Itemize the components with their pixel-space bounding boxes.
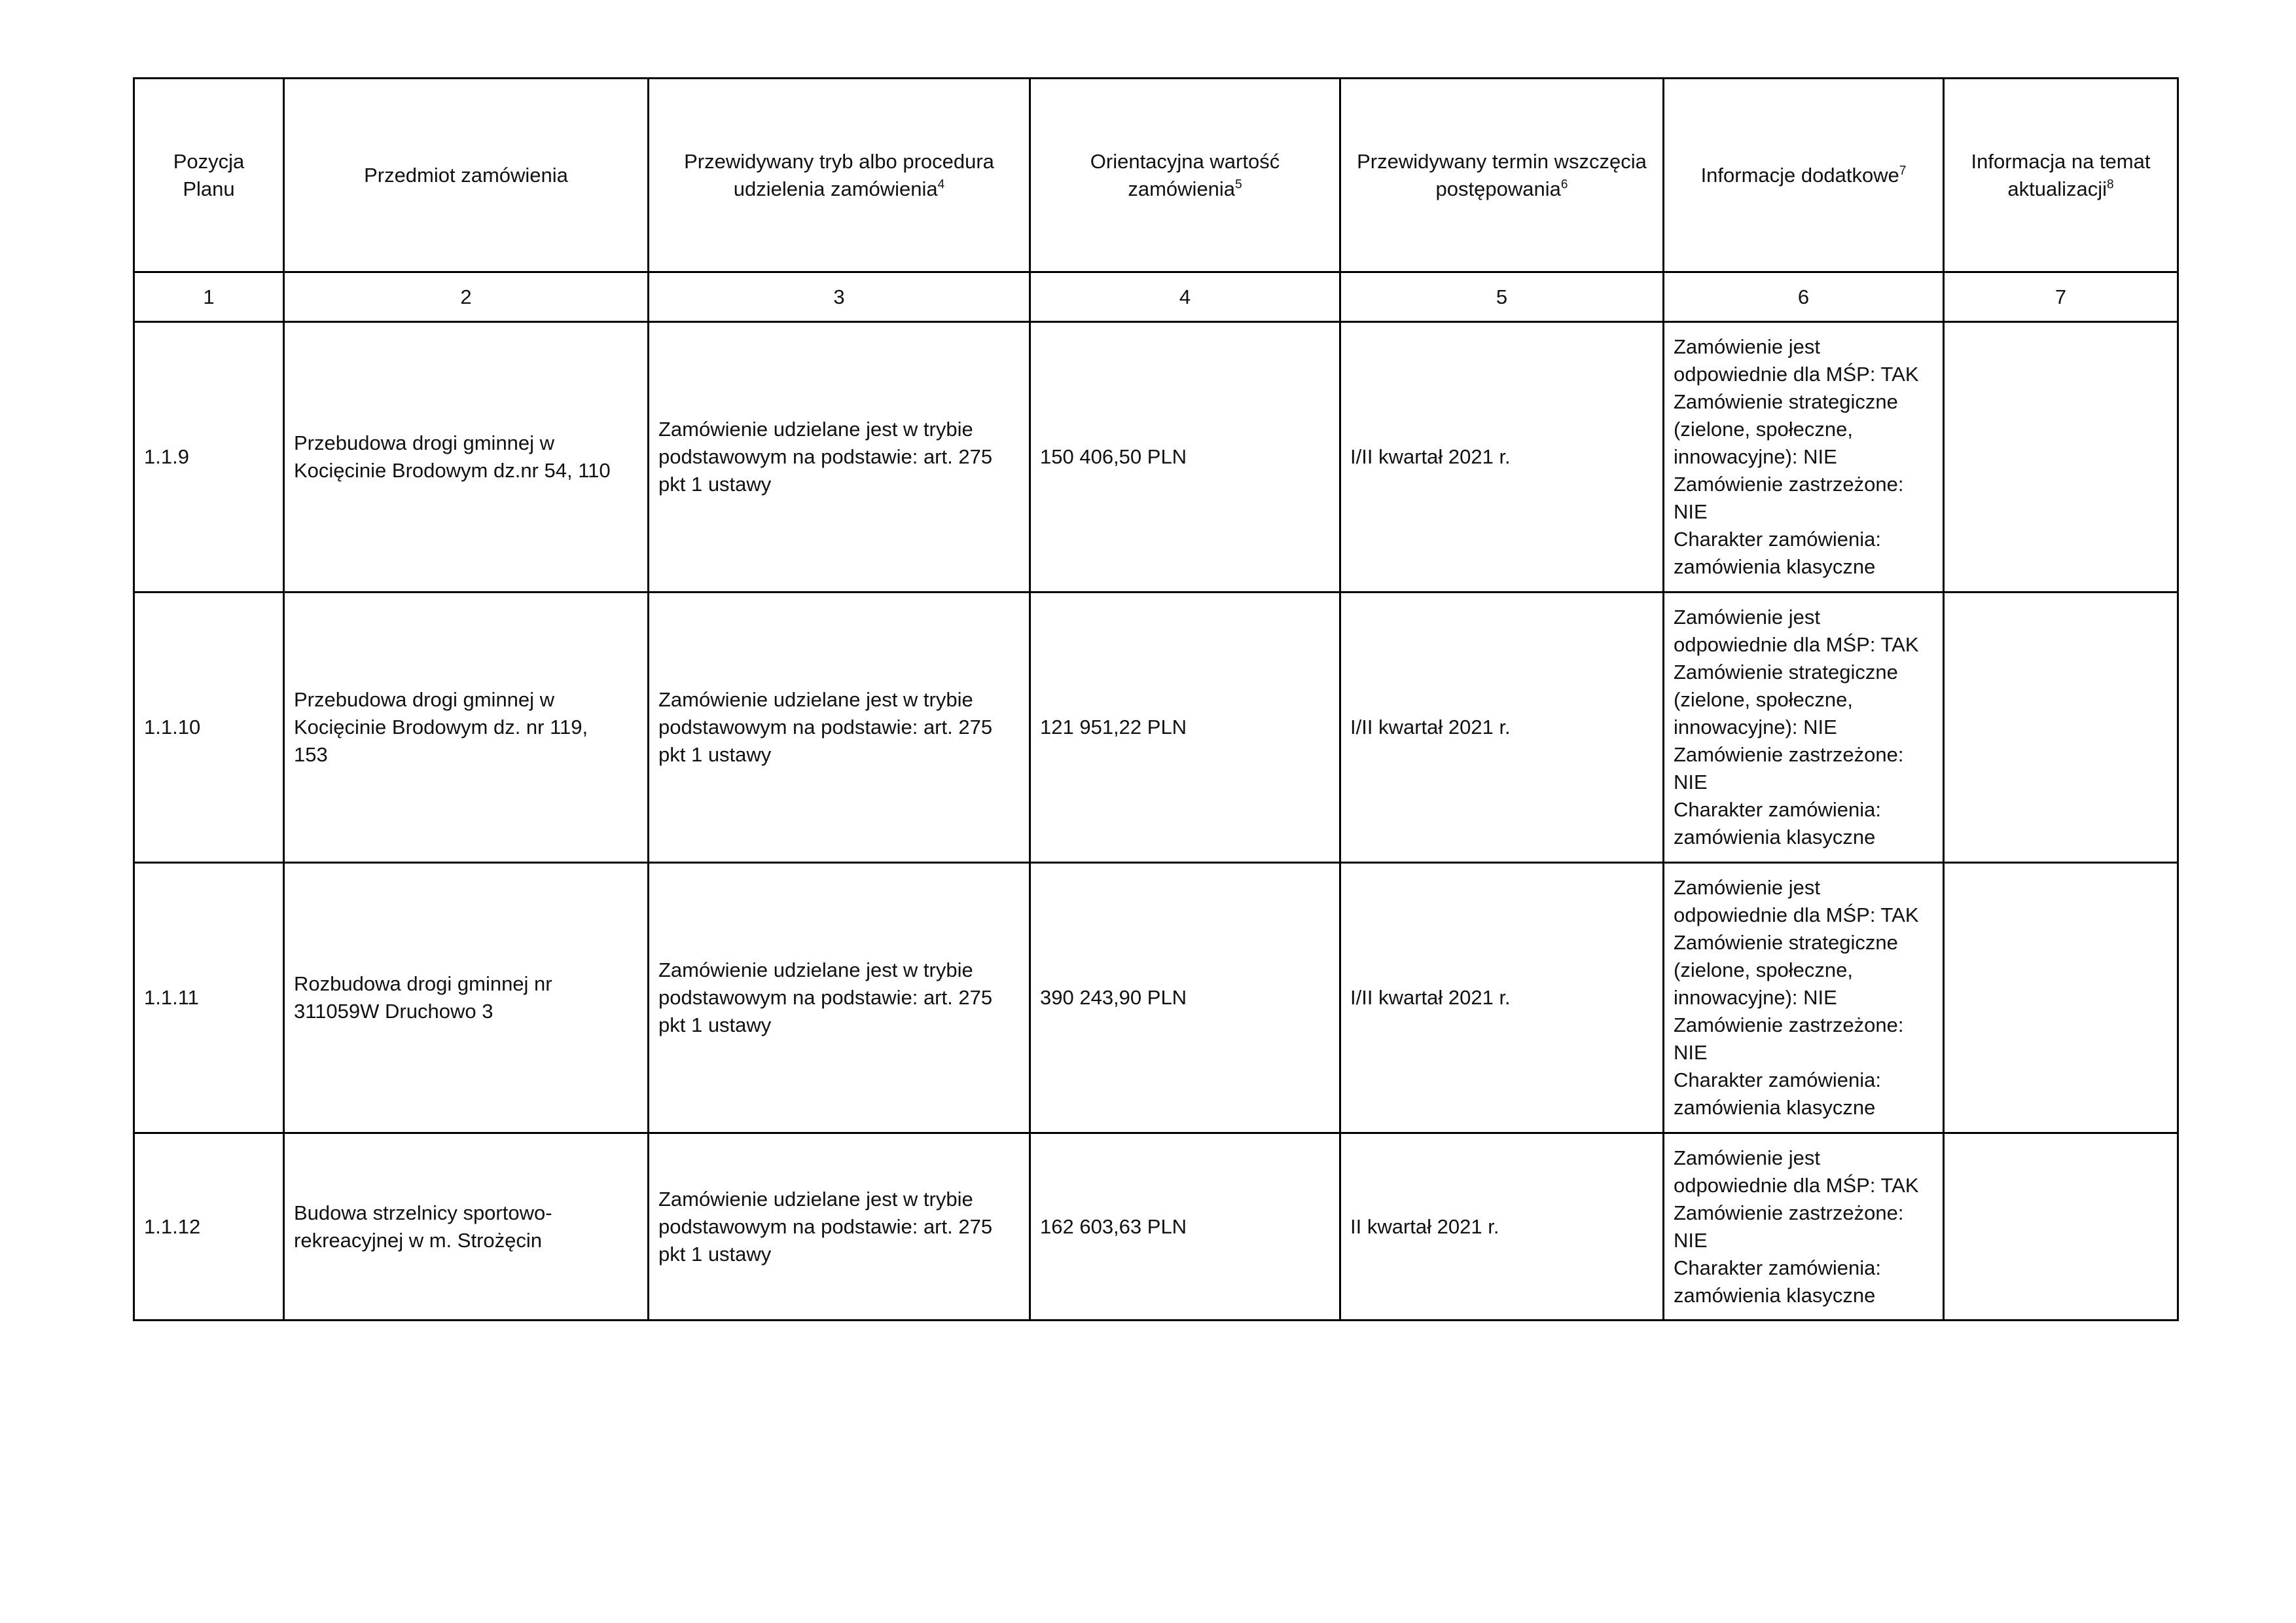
footnote-marker: 7 bbox=[1899, 164, 1907, 178]
header-procedure: Przewidywany tryb albo procedura udzielenia zamówienia$^4$ bbox=[649, 79, 1030, 272]
term-cell: I/II kwartał 2021 r. bbox=[1340, 593, 1664, 863]
update-info-cell bbox=[1944, 593, 2178, 863]
column-number: 5 bbox=[1340, 272, 1664, 322]
procedure-cell: Zamówienie udzielane jest w trybie podstawowym na podstawie: art. 275 pkt 1 ustawy bbox=[649, 863, 1030, 1133]
header-update-info: Informacja na temat aktualizacji$^8$ bbox=[1944, 79, 2178, 272]
column-number: 3 bbox=[649, 272, 1030, 322]
position-cell: 1.1.12 bbox=[134, 1133, 284, 1321]
column-number: 1 bbox=[134, 272, 284, 322]
procedure-cell: Zamówienie udzielane jest w trybie podstawowym na podstawie: art. 275 pkt 1 ustawy bbox=[649, 322, 1030, 593]
subject-cell: Przebudowa drogi gminnej w Kocięcinie Brodowym dz. nr 119, 153 bbox=[284, 593, 649, 863]
column-number-row bbox=[134, 272, 2178, 322]
additional-info-cell: Zamówienie jest odpowiednie dla MŚP: TAK Zamówienie strategiczne (zielone, społeczne, innowacyjne): NIE Zamówienie zastrzeżone: NIE Charakter zamówienia: zamówienia klasyczne bbox=[1664, 863, 1944, 1133]
footnote-marker: 8 bbox=[2107, 177, 2114, 192]
procurement-plan-table bbox=[133, 77, 2179, 1321]
value-cell: 121 951,22 PLN bbox=[1030, 593, 1340, 863]
position-cell: 1.1.11 bbox=[134, 863, 284, 1133]
additional-info-cell: Zamówienie jest odpowiednie dla MŚP: TAK Zamówienie strategiczne (zielone, społeczne, innowacyjne): NIE Zamówienie zastrzeżone: NIE Charakter zamówienia: zamówienia klasyczne bbox=[1664, 322, 1944, 593]
additional-info-cell: Zamówienie jest odpowiednie dla MŚP: TAK Zamówienie strategiczne (zielone, społeczne, innowacyjne): NIE Zamówienie zastrzeżone: NIE Charakter zamówienia: zamówienia klasyczne bbox=[1664, 593, 1944, 863]
header-additional-info: Informacje dodatkowe$^7$ bbox=[1664, 79, 1944, 272]
term-cell: I/II kwartał 2021 r. bbox=[1340, 322, 1664, 593]
table-row bbox=[134, 322, 2178, 593]
table-row bbox=[134, 1133, 2178, 1321]
column-number: 7 bbox=[1944, 272, 2178, 322]
value-cell: 390 243,90 PLN bbox=[1030, 863, 1340, 1133]
column-number: 2 bbox=[284, 272, 649, 322]
table-row bbox=[134, 863, 2178, 1133]
value-cell: 162 603,63 PLN bbox=[1030, 1133, 1340, 1321]
update-info-cell bbox=[1944, 322, 2178, 593]
term-cell: I/II kwartał 2021 r. bbox=[1340, 863, 1664, 1133]
update-info-cell bbox=[1944, 1133, 2178, 1321]
subject-cell: Rozbudowa drogi gminnej nr 311059W Druchowo 3 bbox=[284, 863, 649, 1133]
position-cell: 1.1.10 bbox=[134, 593, 284, 863]
subject-cell: Przebudowa drogi gminnej w Kocięcinie Brodowym dz.nr 54, 110 bbox=[284, 322, 649, 593]
term-cell: II kwartał 2021 r. bbox=[1340, 1133, 1664, 1321]
column-number: 4 bbox=[1030, 272, 1340, 322]
procedure-cell: Zamówienie udzielane jest w trybie podstawowym na podstawie: art. 275 pkt 1 ustawy bbox=[649, 593, 1030, 863]
table-row bbox=[134, 593, 2178, 863]
header-term: Przewidywany termin wszczęcia postępowania$^6$ bbox=[1340, 79, 1664, 272]
column-number: 6 bbox=[1664, 272, 1944, 322]
update-info-cell bbox=[1944, 863, 2178, 1133]
value-cell: 150 406,50 PLN bbox=[1030, 322, 1340, 593]
header-value: Orientacyjna wartość zamówienia$^5$ bbox=[1030, 79, 1340, 272]
header-subject: Przedmiot zamówienia bbox=[284, 79, 649, 272]
footnote-marker: 6 bbox=[1560, 177, 1568, 192]
header-position: Pozycja Planu bbox=[134, 79, 284, 272]
footnote-marker: 4 bbox=[937, 177, 945, 192]
additional-info-cell: Zamówienie jest odpowiednie dla MŚP: TAK Zamówienie zastrzeżone: NIE Charakter zamówienia: zamówienia klasyczne bbox=[1664, 1133, 1944, 1321]
position-cell: 1.1.9 bbox=[134, 322, 284, 593]
procedure-cell: Zamówienie udzielane jest w trybie podstawowym na podstawie: art. 275 pkt 1 ustawy bbox=[649, 1133, 1030, 1321]
footnote-marker: 5 bbox=[1235, 177, 1242, 192]
header-row bbox=[134, 79, 2178, 272]
subject-cell: Budowa strzelnicy sportowo- rekreacyjnej w m. Strożęcin bbox=[284, 1133, 649, 1321]
